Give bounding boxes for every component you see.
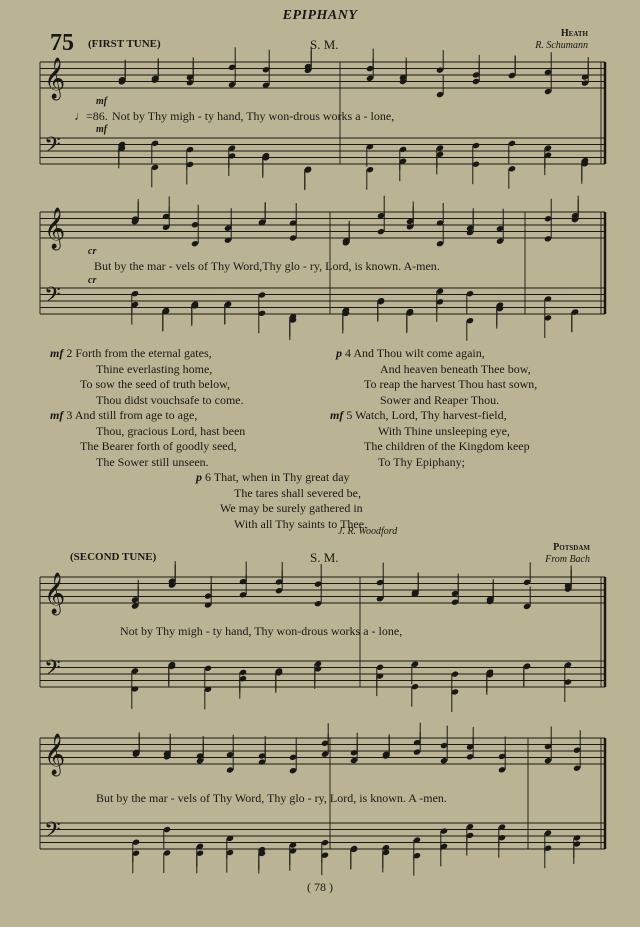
verse-line: Thine everlasting home, [96,361,213,376]
hymn-author: J. R. Woodford [338,526,398,537]
verse-line: And heaven beneath Thee bow, [380,361,531,376]
verse-number: 4 [345,346,351,360]
bass-clef-icon: 𝄢 [44,133,61,163]
second-tune-composer: From Bach [545,554,590,565]
verse-line: Forth from the eternal gates, [75,346,212,360]
verse-line: To reap the harvest Thou hast sown, [364,377,538,391]
treble-clef-icon: 𝄞 [44,58,66,99]
verse-4 [336,346,537,408]
verse-line: With Thine unsleeping eye, [378,423,510,438]
page-number: ( 78 ) [307,880,333,894]
verse-line: The Bearer forth of goodly seed, [80,439,237,453]
verse-line: To Thy Epiphany; [378,454,465,469]
first-tune-meter: S. M. [310,37,339,52]
dynamic-mark: cr [88,275,97,286]
verse-number: 3 [66,408,73,422]
second-tune-meter: S. M. [310,550,339,565]
verse-number: 6 [205,470,211,484]
verse-dynamic: p [196,470,202,484]
dynamic-mark: mf [96,96,108,107]
verse-5 [330,408,530,470]
treble-clef-icon: 𝄞 [44,573,66,614]
verse-line: Watch, Lord, Thy harvest-field, [355,408,507,422]
verse-dynamic: mf [50,408,64,422]
bass-clef-icon: 𝄢 [44,818,61,848]
verse-line: The Sower still unseen. [96,454,209,469]
bass-clef-icon: 𝄢 [44,656,61,686]
verse-number: 2 [66,346,73,360]
verse-dynamic: mf [50,346,64,360]
verse-line: The tares shall severed be, [234,485,361,500]
dynamic-mark: mf [96,124,108,135]
first-tune-label: (FIRST TUNE) [88,38,161,50]
verse-line: To sow the seed of truth below, [80,377,231,391]
first-tune-composer: R. Schumann [535,40,588,51]
verse-line: Thou, gracious Lord, hast been [96,423,246,438]
lyrics-line: Not by Thy migh - ty hand, Thy won-drous works a - lone, [112,109,395,123]
verse-2 [50,346,244,408]
verse-line: The children of the Kingdom keep [364,439,530,453]
verse-number: 5 [346,408,353,422]
hymn-number: 75 [50,30,74,56]
bass-clef-icon: 𝄢 [44,283,61,313]
verse-line: And Thou wilt come again, [353,346,485,360]
verse-dynamic: p [336,346,342,360]
verse-line: Thou didst vouchsafe to come. [96,392,244,407]
second-tune-name: Potsdam [553,542,590,553]
verse-line: With all Thy saints to Thee. [234,516,368,531]
verse-line: That, when in Thy great day [213,470,350,484]
lyrics-line: But by the mar - vels of Thy Word, Thy glo - ry, Lord, is known. A -men. [96,791,447,805]
verse-line: And still from age to age, [74,408,198,422]
first-tune-name: Heath [560,28,588,39]
verse-6 [196,470,367,532]
section-title: EPIPHANY [282,8,358,23]
tempo-marking: ♩=86. [74,109,108,123]
second-tune-label: (SECOND TUNE) [70,551,157,563]
verse-3 [50,408,245,470]
treble-clef-icon: 𝄞 [44,208,66,249]
verse-line: Sower and Reaper Thou. [380,392,500,407]
verse-line: We may be surely gathered in [220,501,363,515]
dynamic-mark: cr [88,246,97,257]
lyrics-line: Not by Thy migh - ty hand, Thy won-drous works a - lone, [120,624,403,638]
lyrics-line: But by the mar - vels of Thy Word,Thy glo - ry, Lord, is known. A-men. [94,259,440,273]
verse-dynamic: mf [330,408,344,422]
treble-clef-icon: 𝄞 [44,734,66,775]
